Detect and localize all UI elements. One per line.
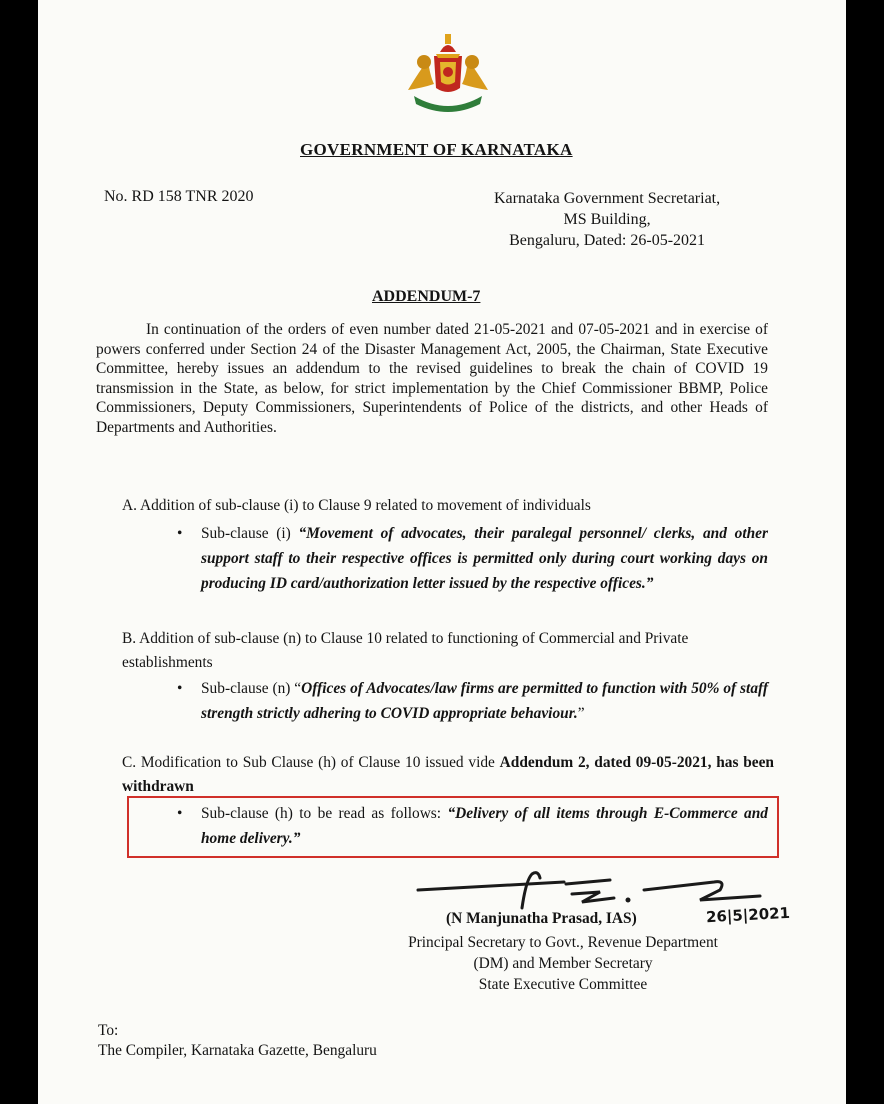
subclause-text: “Movement of advocates, their paralegal personnel/ clerks, and other support staff to their respective offices is permitted only during court working days on producing ID card/authorization letter issued by the respective offices.” <box>201 525 768 592</box>
clause-c-heading-bold: Addendum 2, dated 09-05-2021, has been withdrawn <box>122 754 774 795</box>
subclause-prefix: Sub-clause (n) “ <box>201 680 302 697</box>
clause-c-heading <box>122 751 774 799</box>
clause-a-subclause <box>177 521 768 596</box>
bullet-icon: • <box>177 805 183 822</box>
intro-paragraph: In continuation of the orders of even number dated 21-05-2021 and 07-05-2021 and in exercise of powers conferred under Section 24 of the Disaster Management Act, 2005, the Chairman, State Executive Committee, hereby issues an addendum to the revised guidelines to break the chain of COVID 19 transmission in the State, as below, for strict implementation by the Chief Commissioner BBMP, Police Commissioners, Deputy Commissioners, Superintendents of Police of the districts, and other Heads of Departments and Authorities. <box>96 321 768 436</box>
recipient-label: To: <box>98 1022 119 1039</box>
subclause-prefix: Sub-clause (h) to be read as follows: <box>201 805 448 822</box>
signatory-designation <box>338 932 788 995</box>
subclause-text: “Delivery of all items through E-Commerce and home delivery.” <box>201 805 768 847</box>
order-number: No. RD 158 TNR 2020 <box>104 188 254 205</box>
government-title: GOVERNMENT OF KARNATAKA <box>300 140 573 159</box>
bullet-icon: • <box>177 525 183 542</box>
subclause-suffix: ” <box>577 705 585 722</box>
address-line: Karnataka Government Secretariat, <box>494 190 721 207</box>
signature-mark <box>414 868 784 912</box>
clause-c-heading-text: C. Modification to Sub Clause (h) of Clause 10 issued vide <box>122 754 500 771</box>
document-page <box>38 0 846 1104</box>
handwritten-date: 26|5|2021 <box>705 903 791 927</box>
signatory-name: (N Manjunatha Prasad, IAS) <box>446 910 637 927</box>
karnataka-emblem-icon <box>400 30 496 112</box>
designation-line: State Executive Committee <box>478 976 648 993</box>
office-address <box>494 188 720 251</box>
address-line: Bengaluru, Dated: 26-05-2021 <box>509 232 706 249</box>
address-line: MS Building, <box>563 211 651 228</box>
addendum-title: ADDENDUM-7 <box>372 288 481 305</box>
designation-line: (DM) and Member Secretary <box>473 955 653 972</box>
subclause-text: Offices of Advocates/law firms are permitted to function with 50% of staff strength strictly adhering to COVID appropriate behaviour. <box>201 680 768 722</box>
clause-b-heading: B. Addition of sub-clause (n) to Clause 10 related to functioning of Commercial and Private establishments <box>122 630 689 671</box>
designation-line: Principal Secretary to Govt., Revenue Department <box>408 934 718 951</box>
clause-a-heading: A. Addition of sub-clause (i) to Clause 9 related to movement of individuals <box>122 497 591 514</box>
clause-b-subclause <box>177 676 768 726</box>
highlight-box <box>127 796 779 858</box>
bullet-icon: • <box>177 680 183 697</box>
recipient-value: The Compiler, Karnataka Gazette, Bengaluru <box>98 1042 377 1059</box>
subclause-prefix: Sub-clause (i) <box>201 525 299 542</box>
